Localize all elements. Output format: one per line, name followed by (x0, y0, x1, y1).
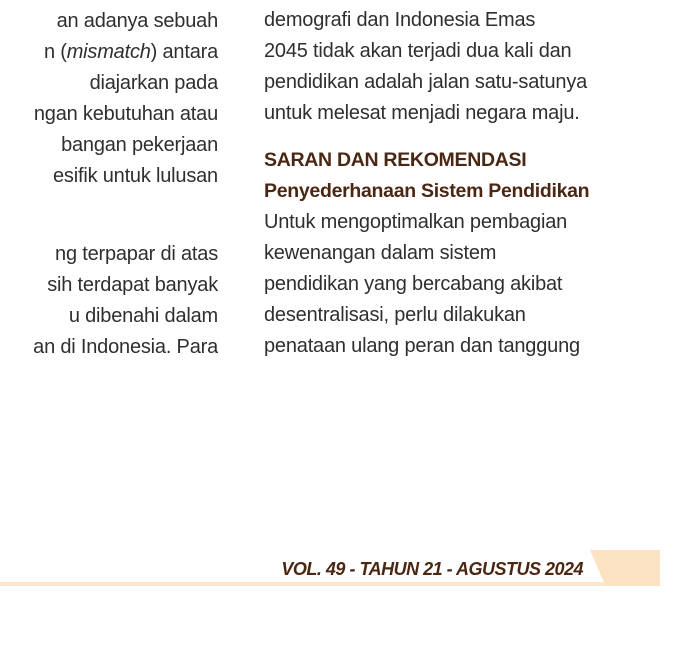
left-paragraph-line: u dibenahi dalam (68, 305, 218, 327)
left-text-column (0, 0, 218, 363)
section-subheading: Penyederhanaan Sistem Pendidikan (264, 180, 590, 202)
left-paragraph-line: an adanya sebuah (56, 10, 218, 32)
right-paragraph-line: untuk melesat menjadi negara maju. (264, 102, 580, 124)
section-paragraph-line: kewenangan dalam sistem (264, 242, 497, 264)
section-paragraph-line: Untuk mengoptimalkan pembagian (264, 211, 568, 233)
footer-volume-label: VOL. 49 - TAHUN 21 - AGUSTUS 2024 (281, 559, 583, 579)
right-paragraph-line: 2045 tidak akan terjadi dua kali dan (264, 40, 572, 62)
left-paragraph-line: diajarkan pada (89, 72, 218, 94)
right-paragraph-line: demografi dan Indonesia Emas (264, 9, 536, 31)
footer-accent-tab (590, 550, 660, 586)
italic-term: mismatch (66, 41, 151, 63)
left-paragraph-line: bangan pekerjaan (61, 134, 218, 156)
left-paragraph-line (0, 37, 218, 68)
left-paragraph-line: esifik untuk lulusan (53, 165, 218, 187)
section-heading: SARAN DAN REKOMENDASI (264, 149, 527, 171)
left-paragraph-line: ng terpapar di atas (55, 243, 218, 265)
section-paragraph-line: pendidikan yang bercabang akibat (264, 273, 563, 295)
section-paragraph-line: desentralisasi, perlu dilakukan (264, 304, 526, 326)
left-paragraph-line: sih terdapat banyak (47, 274, 218, 296)
right-paragraph-line: pendidikan adalah jalan satu-satunya (264, 71, 588, 93)
left-paragraph-line-text: n (mismatch) antara (43, 41, 218, 63)
right-text-column (264, 0, 664, 362)
left-paragraph-line: ngan kebutuhan atau (33, 103, 218, 125)
section-paragraph-line: penataan ulang peran dan tanggung (264, 335, 580, 357)
left-paragraph-line: an di Indonesia. Para (33, 336, 218, 358)
